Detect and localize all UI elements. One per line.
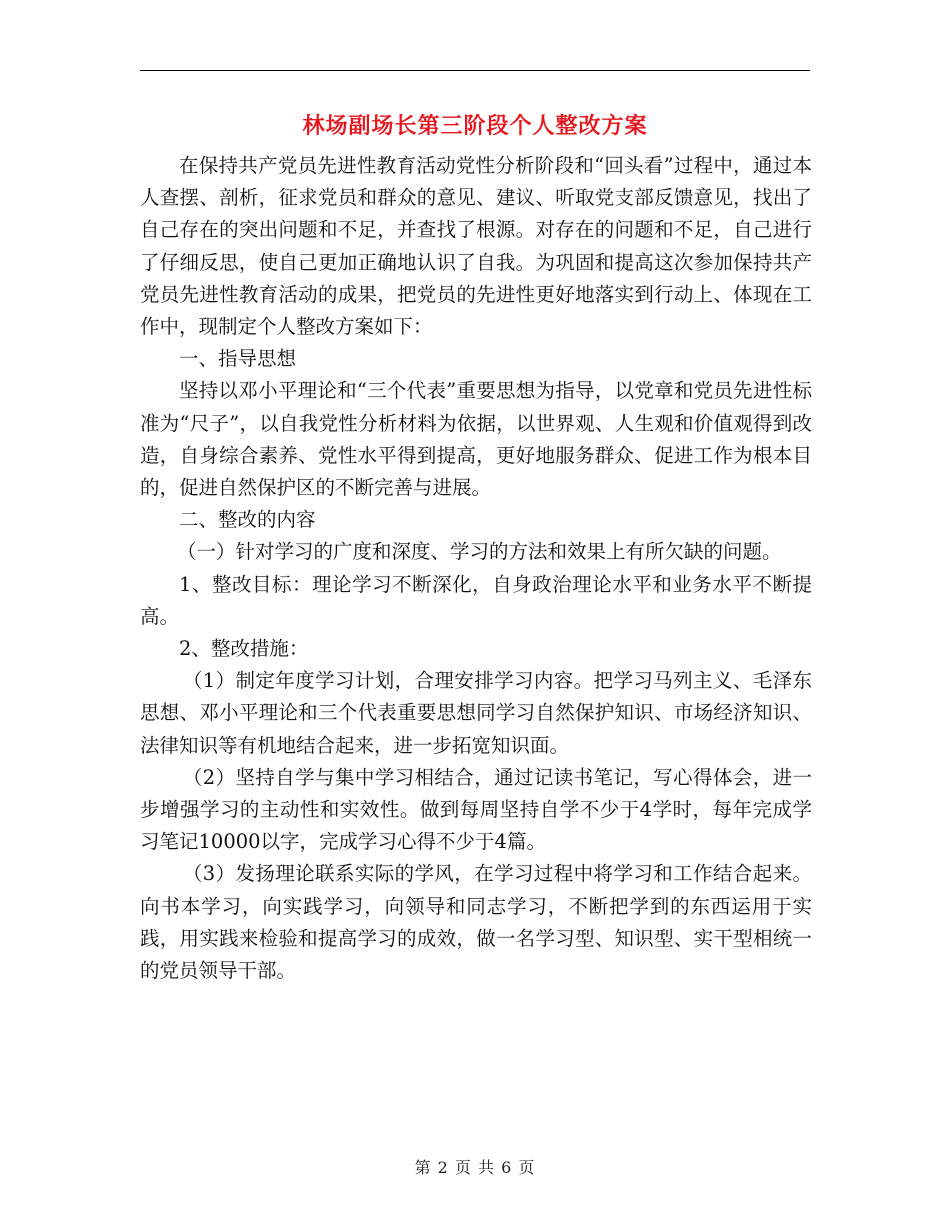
document-title: 林场副场长第三阶段个人整改方案 bbox=[302, 113, 648, 139]
guiding-thought-paragraph: 坚持以邓小平理论和“三个代表”重要思想为指导，以党章和党员先进性标准为“尺子”，以自我党性分析材料为依据，以世界观、人生观和价值观得到改造，自身综合素养、党性水平得到提高，更好地服务群众、促进工作为根本目的，促进自然保护区的不断完善与进展。 bbox=[140, 379, 812, 500]
sub-item-1-heading: （一）针对学习的广度和深度、学习的方法和效果上有所欠缺的问题。 bbox=[177, 540, 782, 564]
page-number-footer: 第 2 页 共 6 页 bbox=[414, 1158, 536, 1177]
measure-1: （1）制定年度学习计划，合理安排学习内容。把学习马列主义、毛泽东思想、邓小平理论和三个代表重要思想同学习自然保护知识、市场经济知识、法律知识等有机地结合起来，进一步拓宽知识面。 bbox=[140, 669, 812, 757]
rectification-measures-heading: 2、整改措施： bbox=[179, 637, 309, 661]
intro-paragraph: 在保持共产党员先进性教育活动党性分析阶段和“回头看”过程中，通过本人查摆、剖析，征求党员和群众的意见、建议、听取党支部反馈意见，找出了自己存在的突出问题和不足，并查找了根源。对存在的问题和不足，自己进行了仔细反思，使自己更加正确地认识了自我。为巩固和提高这次参加保持共产党员先进性教育活动的成果，把党员的先进性更好地落实到行动上、体现在工作中，现制定个人整改方案如下： bbox=[140, 154, 812, 339]
section-heading-rectification-content: 二、整改的内容 bbox=[179, 508, 316, 532]
rectification-goal: 1、整改目标：理论学习不断深化，自身政治理论水平和业务水平不断提高。 bbox=[140, 572, 812, 628]
document-body bbox=[140, 150, 812, 987]
measure-3: （3）发扬理论联系实际的学风，在学习过程中将学习和工作结合起来。向书本学习，向实践学习，向领导和同志学习，不断把学到的东西运用于实践，用实践来检验和提高学习的成效，做一名学习型、知识型、实干型相统一的党员领导干部。 bbox=[140, 862, 812, 983]
header-rule bbox=[140, 70, 810, 71]
measure-2: （2）坚持自学与集中学习相结合，通过记读书笔记，写心得体会，进一步增强学习的主动性和实效性。做到每周坚持自学不少于4学时，每年完成学习笔记10000以字，完成学习心得不少于4篇。 bbox=[140, 765, 812, 854]
section-heading-guiding-thought: 一、指导思想 bbox=[179, 347, 297, 371]
